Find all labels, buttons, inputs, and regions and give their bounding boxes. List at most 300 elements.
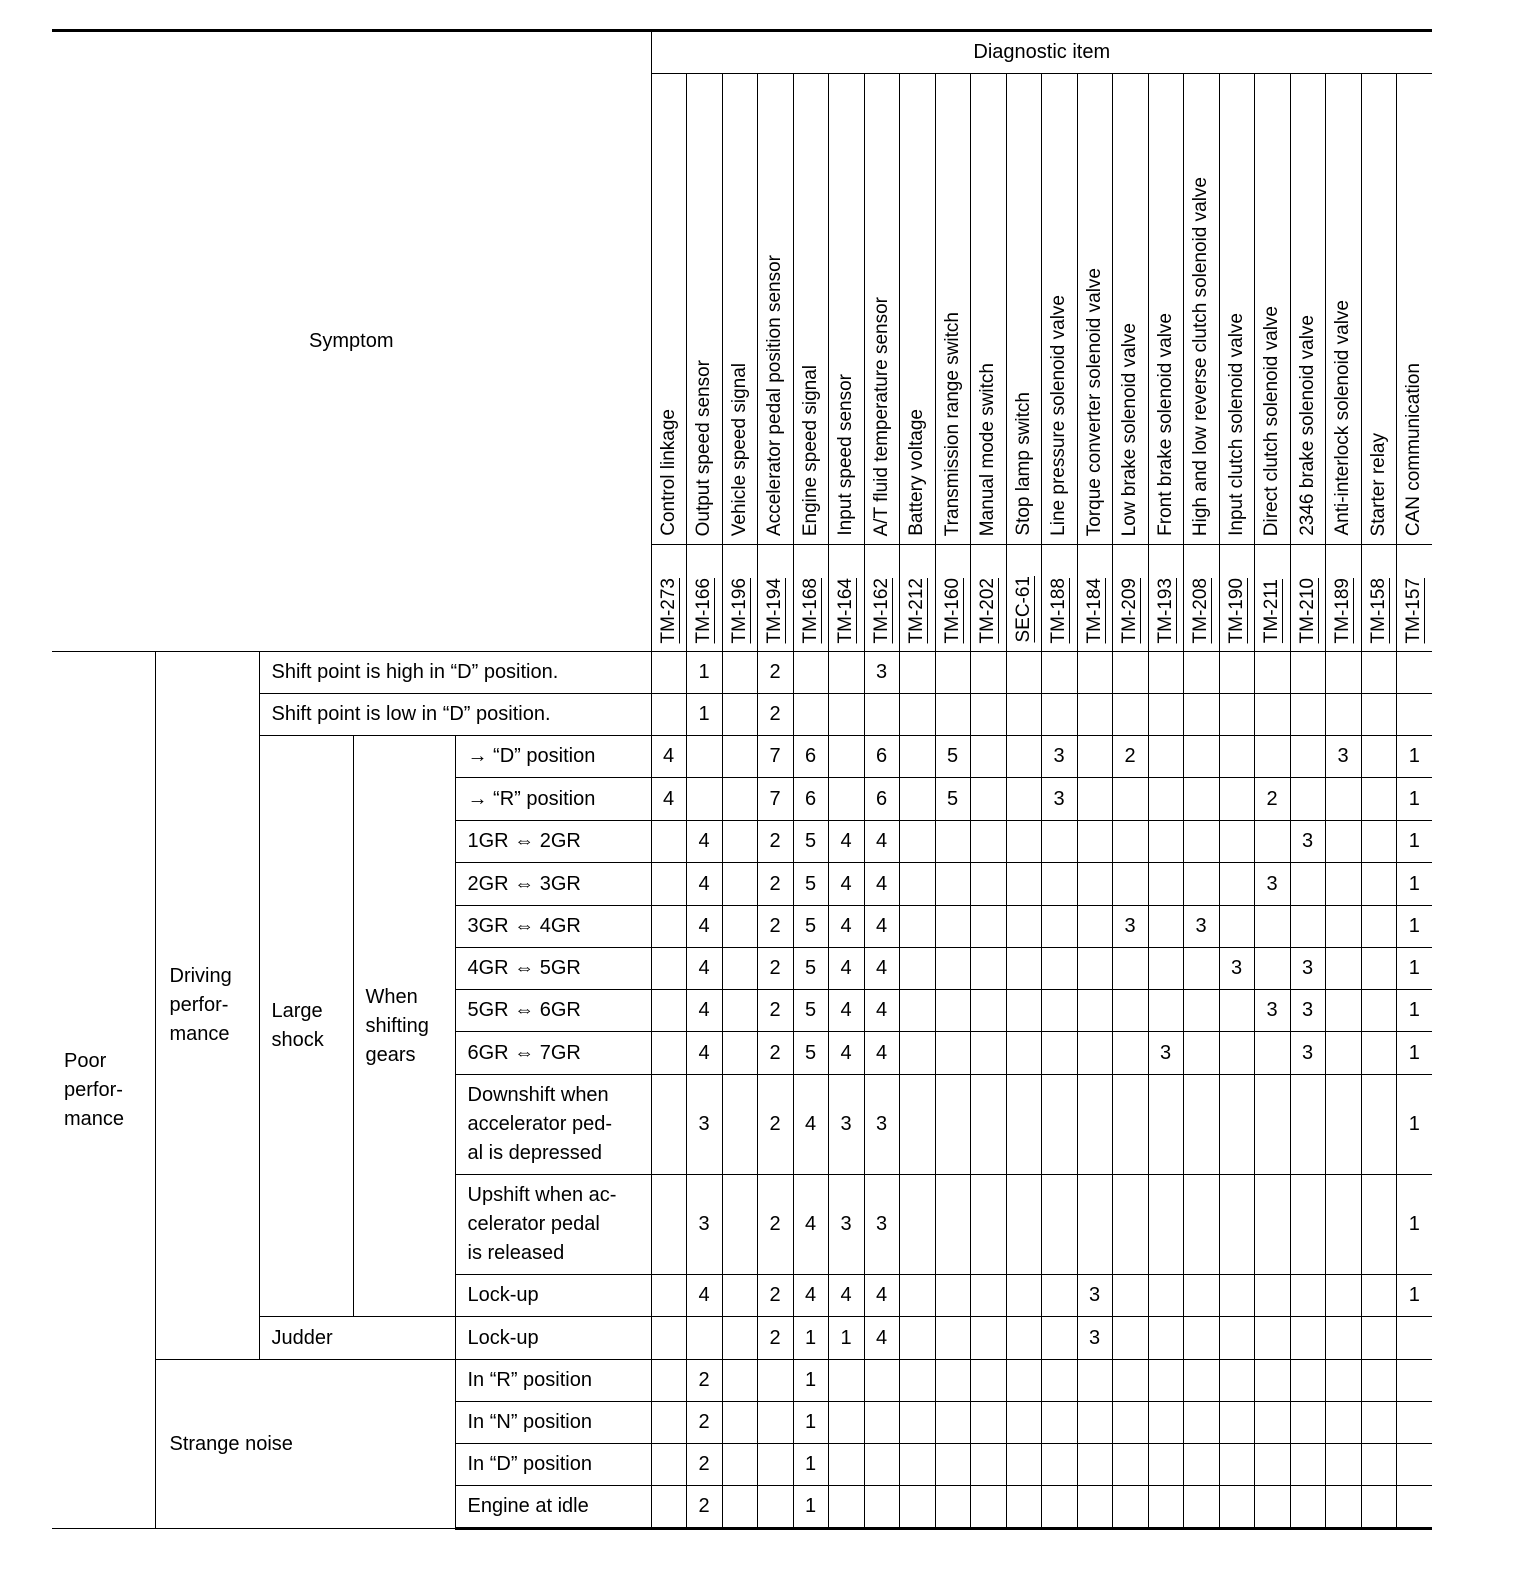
priority-cell	[1290, 1275, 1325, 1317]
priority-value: 4	[840, 1284, 852, 1306]
priority-cell	[1361, 1402, 1396, 1444]
priority-cell	[1254, 1275, 1290, 1317]
priority-cell	[722, 736, 757, 778]
priority-cell	[1006, 1402, 1041, 1444]
priority-value: 3	[1301, 830, 1314, 852]
symptom-label	[455, 736, 651, 778]
priority-value: 1	[1408, 1284, 1420, 1306]
priority-cell	[1219, 1360, 1254, 1402]
priority-cell	[1077, 906, 1112, 948]
priority-value: 4	[698, 1284, 710, 1306]
priority-cell	[757, 948, 793, 990]
reference-link[interactable]: TM-158	[1367, 577, 1389, 643]
column-header-name: A/T fluid temperature sensor	[870, 296, 892, 536]
priority-value: 1	[804, 1495, 817, 1517]
priority-cell	[1077, 652, 1112, 694]
priority-cell	[1148, 863, 1183, 906]
priority-value: 3	[840, 1113, 852, 1135]
priority-value: 1	[1408, 999, 1420, 1021]
priority-cell	[793, 1444, 828, 1486]
priority-value: 3	[1088, 1284, 1101, 1306]
priority-cell	[1396, 1402, 1432, 1444]
priority-cell	[1183, 1402, 1219, 1444]
priority-cell	[757, 694, 793, 736]
priority-value: 3	[1053, 787, 1065, 810]
priority-value: 5	[804, 872, 817, 895]
priority-cell	[828, 1486, 864, 1529]
priority-value: 7	[769, 787, 781, 810]
priority-cell	[1112, 736, 1148, 778]
priority-cell	[1290, 1486, 1325, 1529]
priority-cell	[1148, 1032, 1183, 1075]
symptom-label	[455, 1175, 651, 1275]
priority-cell	[1148, 1075, 1183, 1175]
priority-cell	[1041, 863, 1077, 906]
reference-link[interactable]: TM-196	[728, 577, 750, 643]
priority-value: 2	[1266, 787, 1278, 810]
priority-cell	[1041, 736, 1077, 778]
column-header	[651, 74, 686, 545]
group-strange-noise	[155, 1360, 455, 1529]
priority-value: 1	[1408, 745, 1420, 767]
priority-value: 3	[875, 1113, 888, 1135]
priority-cell	[970, 1402, 1006, 1444]
priority-cell	[1041, 1175, 1077, 1275]
priority-cell	[686, 1317, 722, 1360]
priority-value: 1	[1408, 787, 1420, 810]
priority-cell	[1254, 736, 1290, 778]
priority-cell	[899, 736, 935, 778]
priority-cell	[1219, 694, 1254, 736]
column-header-name: Vehicle speed signal	[728, 362, 750, 536]
column-header-name: Battery voltage	[906, 409, 927, 536]
priority-cell	[1396, 863, 1432, 906]
priority-cell	[1112, 778, 1148, 821]
priority-value: 3	[875, 1213, 888, 1235]
column-header-name: Engine speed signal	[799, 364, 821, 536]
symptom-label-line: celerator pedal	[467, 1213, 600, 1235]
priority-cell	[1219, 990, 1254, 1032]
priority-cell	[1183, 1360, 1219, 1402]
priority-cell	[1006, 1175, 1041, 1275]
priority-cell	[686, 778, 722, 821]
priority-cell	[793, 1075, 828, 1175]
reference-link[interactable]: TM-157	[1403, 577, 1425, 643]
priority-cell	[651, 1402, 686, 1444]
column-header	[1006, 74, 1041, 545]
symptom-label-line: 6GR ⇔ 7GR	[467, 1041, 581, 1064]
priority-cell	[864, 1444, 899, 1486]
priority-cell	[757, 1317, 793, 1360]
priority-cell	[1254, 778, 1290, 821]
column-header	[1112, 74, 1148, 545]
priority-cell	[1254, 1175, 1290, 1275]
priority-cell	[1006, 1275, 1041, 1317]
priority-cell	[651, 778, 686, 821]
column-reference	[935, 545, 970, 652]
priority-cell	[1361, 906, 1396, 948]
group-poor-performance	[52, 652, 155, 1529]
priority-cell	[686, 694, 722, 736]
reference-link[interactable]: TM-212	[906, 577, 927, 643]
priority-cell	[1325, 778, 1361, 821]
priority-cell	[722, 990, 757, 1032]
priority-cell	[793, 990, 828, 1032]
priority-cell	[899, 1275, 935, 1317]
priority-cell	[1006, 1032, 1041, 1075]
column-reference	[1361, 545, 1396, 652]
priority-value: 2	[769, 1041, 781, 1064]
table-row	[52, 1317, 1432, 1360]
priority-cell	[1183, 863, 1219, 906]
symptom-label-line: 2GR ⇔ 3GR	[467, 872, 581, 895]
priority-cell	[1219, 1275, 1254, 1317]
reference-link[interactable]: TM-202	[977, 577, 998, 643]
priority-cell	[1290, 948, 1325, 990]
column-header-name: Accelerator pedal position sensor	[764, 255, 785, 536]
symptom-label	[455, 1032, 651, 1075]
reference-link[interactable]: TM-193	[1154, 577, 1176, 643]
priority-cell	[899, 821, 935, 863]
priority-cell	[828, 906, 864, 948]
priority-value: 1	[804, 1326, 817, 1349]
priority-value: 3	[1301, 999, 1314, 1021]
priority-cell	[686, 1360, 722, 1402]
priority-cell	[1077, 778, 1112, 821]
priority-cell	[1041, 694, 1077, 736]
symptom-label-line: 1GR ⇔ 2GR	[467, 830, 581, 852]
priority-value: 2	[769, 1284, 781, 1306]
column-reference	[1396, 545, 1432, 652]
symptom-label	[455, 1317, 651, 1360]
priority-cell	[899, 990, 935, 1032]
group-label-line: shifting	[365, 1014, 429, 1037]
priority-cell	[651, 1032, 686, 1075]
priority-cell	[864, 821, 899, 863]
reference-link[interactable]: TM-190	[1225, 577, 1247, 643]
priority-cell	[1361, 1032, 1396, 1075]
column-reference	[722, 545, 757, 652]
priority-cell	[793, 694, 828, 736]
priority-cell	[1361, 1444, 1396, 1486]
table-row	[52, 694, 1432, 736]
priority-cell	[1290, 990, 1325, 1032]
priority-cell	[651, 1075, 686, 1175]
reference-link[interactable]: TM-194	[764, 577, 785, 643]
priority-value: 2	[769, 1113, 781, 1135]
priority-value: 4	[875, 957, 888, 979]
priority-cell	[1254, 1402, 1290, 1444]
priority-cell	[1219, 863, 1254, 906]
priority-cell	[935, 652, 970, 694]
priority-value: 3	[1124, 915, 1136, 937]
priority-cell	[1041, 778, 1077, 821]
priority-value: 6	[875, 787, 888, 810]
priority-cell	[970, 778, 1006, 821]
symptom-label-line: 3GR ⇔ 4GR	[467, 915, 581, 937]
priority-cell	[757, 990, 793, 1032]
reference-link[interactable]: TM-184	[1083, 577, 1105, 643]
priority-cell	[864, 948, 899, 990]
priority-value: 3	[1301, 957, 1314, 979]
symptom-label	[455, 906, 651, 948]
priority-cell	[722, 948, 757, 990]
reference-link[interactable]: TM-162	[870, 577, 892, 643]
priority-cell	[1290, 652, 1325, 694]
priority-cell	[1077, 1275, 1112, 1317]
column-header-name: CAN communication	[1403, 362, 1425, 536]
reference-link[interactable]: TM-160	[941, 577, 963, 643]
priority-cell	[1112, 1444, 1148, 1486]
priority-cell	[1006, 990, 1041, 1032]
priority-cell	[757, 1175, 793, 1275]
priority-value: 3	[1088, 1326, 1101, 1349]
symptom-label-line: → “R” position	[467, 787, 596, 810]
priority-cell	[686, 1032, 722, 1075]
column-header-name: High and low reverse clutch solenoid valve	[1190, 176, 1211, 536]
priority-value: 4	[875, 1326, 888, 1349]
reference-link[interactable]: TM-210	[1296, 577, 1318, 643]
column-header	[1396, 74, 1432, 545]
priority-cell	[1148, 694, 1183, 736]
priority-value: 3	[698, 1213, 710, 1235]
column-header	[1041, 74, 1077, 545]
column-reference	[1006, 545, 1041, 652]
priority-cell	[686, 990, 722, 1032]
priority-cell	[828, 1175, 864, 1275]
priority-cell	[686, 821, 722, 863]
priority-cell	[1183, 1317, 1219, 1360]
priority-cell	[1254, 990, 1290, 1032]
priority-cell	[899, 1402, 935, 1444]
priority-cell	[828, 821, 864, 863]
priority-cell	[935, 906, 970, 948]
symptom-header-label: Symptom	[309, 330, 394, 352]
column-reference	[1183, 545, 1219, 652]
priority-cell	[1219, 1444, 1254, 1486]
priority-cell	[1290, 736, 1325, 778]
priority-cell	[1148, 990, 1183, 1032]
priority-cell	[793, 948, 828, 990]
priority-value: 1	[804, 1369, 817, 1391]
priority-cell	[1148, 1402, 1183, 1444]
priority-cell	[1290, 1360, 1325, 1402]
priority-cell	[935, 1360, 970, 1402]
group-label-line: gears	[365, 1043, 416, 1066]
priority-cell	[935, 694, 970, 736]
priority-cell	[864, 1175, 899, 1275]
symptom-label-line: 5GR ⇔ 6GR	[467, 999, 581, 1021]
priority-cell	[1112, 1360, 1148, 1402]
symptom-label-line: 4GR ⇔ 5GR	[467, 957, 581, 979]
priority-cell	[970, 1175, 1006, 1275]
priority-cell	[757, 1486, 793, 1529]
reference-link[interactable]: TM-188	[1048, 577, 1069, 643]
group-label-line: Strange noise	[169, 1432, 293, 1455]
priority-cell	[1254, 948, 1290, 990]
priority-cell	[1041, 1275, 1077, 1317]
priority-cell	[1325, 990, 1361, 1032]
symptom-label	[455, 863, 651, 906]
priority-value: 1	[1408, 1113, 1420, 1135]
group-label-line: Large	[271, 1000, 323, 1022]
priority-cell	[1219, 1075, 1254, 1175]
priority-cell	[1183, 736, 1219, 778]
reference-link[interactable]: TM-209	[1119, 577, 1140, 643]
column-reference	[1290, 545, 1325, 652]
priority-cell	[899, 1317, 935, 1360]
priority-cell	[1006, 736, 1041, 778]
priority-cell	[651, 1444, 686, 1486]
priority-cell	[899, 694, 935, 736]
symptom-header	[52, 31, 651, 652]
reference-link[interactable]: TM-164	[835, 577, 856, 643]
column-header-name: Torque converter solenoid valve	[1083, 267, 1105, 536]
priority-cell	[1361, 1486, 1396, 1529]
table-row	[52, 1360, 1432, 1402]
priority-cell	[899, 1032, 935, 1075]
priority-cell	[1290, 906, 1325, 948]
priority-cell	[1112, 1032, 1148, 1075]
column-header	[1325, 74, 1361, 545]
priority-cell	[1254, 1486, 1290, 1529]
symptom-label	[455, 948, 651, 990]
priority-cell	[722, 652, 757, 694]
priority-cell	[864, 1402, 899, 1444]
priority-cell	[970, 1360, 1006, 1402]
priority-cell	[1219, 821, 1254, 863]
priority-cell	[1041, 1402, 1077, 1444]
diagnostic-item-header-label: Diagnostic item	[973, 41, 1111, 63]
priority-cell	[935, 1075, 970, 1175]
priority-cell	[722, 1317, 757, 1360]
priority-value: 4	[840, 915, 852, 937]
priority-cell	[1396, 1275, 1432, 1317]
priority-cell	[970, 652, 1006, 694]
priority-cell	[864, 1486, 899, 1529]
symptom-label	[259, 652, 651, 694]
column-header-name: Stop lamp switch	[1012, 392, 1034, 536]
priority-cell	[935, 1317, 970, 1360]
priority-cell	[1361, 1175, 1396, 1275]
priority-cell	[793, 652, 828, 694]
priority-cell	[1077, 863, 1112, 906]
priority-cell	[864, 906, 899, 948]
priority-cell	[1006, 948, 1041, 990]
priority-cell	[1325, 1275, 1361, 1317]
priority-cell	[1325, 652, 1361, 694]
priority-cell	[828, 1444, 864, 1486]
symptom-label	[455, 1075, 651, 1175]
priority-cell	[1361, 1275, 1396, 1317]
priority-cell	[1183, 1486, 1219, 1529]
priority-cell	[1219, 652, 1254, 694]
priority-cell	[651, 990, 686, 1032]
priority-cell	[651, 1360, 686, 1402]
column-header-name: Input clutch solenoid valve	[1225, 313, 1247, 536]
priority-cell	[970, 906, 1006, 948]
priority-cell	[864, 736, 899, 778]
priority-cell	[1219, 1032, 1254, 1075]
priority-cell	[1290, 863, 1325, 906]
priority-cell	[864, 652, 899, 694]
reference-link[interactable]: TM-166	[693, 577, 714, 643]
priority-cell	[828, 863, 864, 906]
priority-cell	[828, 1032, 864, 1075]
priority-cell	[686, 1444, 722, 1486]
priority-cell	[1112, 1486, 1148, 1529]
reference-link[interactable]: TM-168	[799, 577, 821, 643]
priority-value: 4	[698, 915, 710, 937]
priority-cell	[970, 736, 1006, 778]
priority-cell	[1325, 1402, 1361, 1444]
reference-link[interactable]: SEC-61	[1012, 576, 1034, 643]
priority-cell	[1112, 694, 1148, 736]
priority-value: 2	[769, 915, 781, 937]
column-header	[722, 74, 757, 545]
priority-cell	[864, 1360, 899, 1402]
priority-cell	[1077, 1402, 1112, 1444]
reference-link[interactable]: TM-273	[657, 577, 679, 643]
priority-cell	[1148, 1360, 1183, 1402]
reference-link[interactable]: TM-211	[1261, 578, 1282, 643]
priority-value: 7	[769, 745, 781, 767]
priority-cell	[793, 1317, 828, 1360]
column-header-name: Direct clutch solenoid valve	[1261, 305, 1282, 536]
priority-cell	[793, 1032, 828, 1075]
priority-cell	[686, 1275, 722, 1317]
group-label-line: When	[365, 985, 418, 1008]
reference-link[interactable]: TM-208	[1190, 577, 1211, 643]
column-header	[793, 74, 828, 545]
priority-cell	[970, 1075, 1006, 1175]
symptom-label-line: Shift point is high in “D” position.	[271, 661, 559, 683]
priority-value: 4	[662, 787, 675, 810]
priority-value: 3	[1301, 1041, 1314, 1064]
group-judder	[259, 1317, 455, 1360]
column-header	[1219, 74, 1254, 545]
priority-cell	[1396, 906, 1432, 948]
priority-cell	[935, 948, 970, 990]
column-reference	[828, 545, 864, 652]
priority-cell	[899, 863, 935, 906]
priority-cell	[970, 694, 1006, 736]
priority-cell	[1325, 694, 1361, 736]
priority-cell	[1006, 906, 1041, 948]
priority-cell	[1006, 1486, 1041, 1529]
priority-cell	[1148, 948, 1183, 990]
symptom-label	[455, 990, 651, 1032]
symptom-label-line: Engine at idle	[467, 1495, 589, 1517]
priority-cell	[1112, 990, 1148, 1032]
reference-link[interactable]: TM-189	[1332, 577, 1353, 643]
priority-cell	[1041, 906, 1077, 948]
priority-cell	[828, 1075, 864, 1175]
priority-cell	[864, 778, 899, 821]
priority-cell	[1006, 863, 1041, 906]
priority-cell	[970, 1486, 1006, 1529]
priority-cell	[722, 1175, 757, 1275]
priority-cell	[1183, 694, 1219, 736]
priority-cell	[935, 1486, 970, 1529]
priority-cell	[1077, 990, 1112, 1032]
priority-cell	[899, 948, 935, 990]
priority-value: 1	[840, 1326, 852, 1349]
priority-cell	[1254, 1444, 1290, 1486]
priority-value: 4	[698, 830, 710, 852]
priority-cell	[722, 1275, 757, 1317]
priority-cell	[651, 863, 686, 906]
